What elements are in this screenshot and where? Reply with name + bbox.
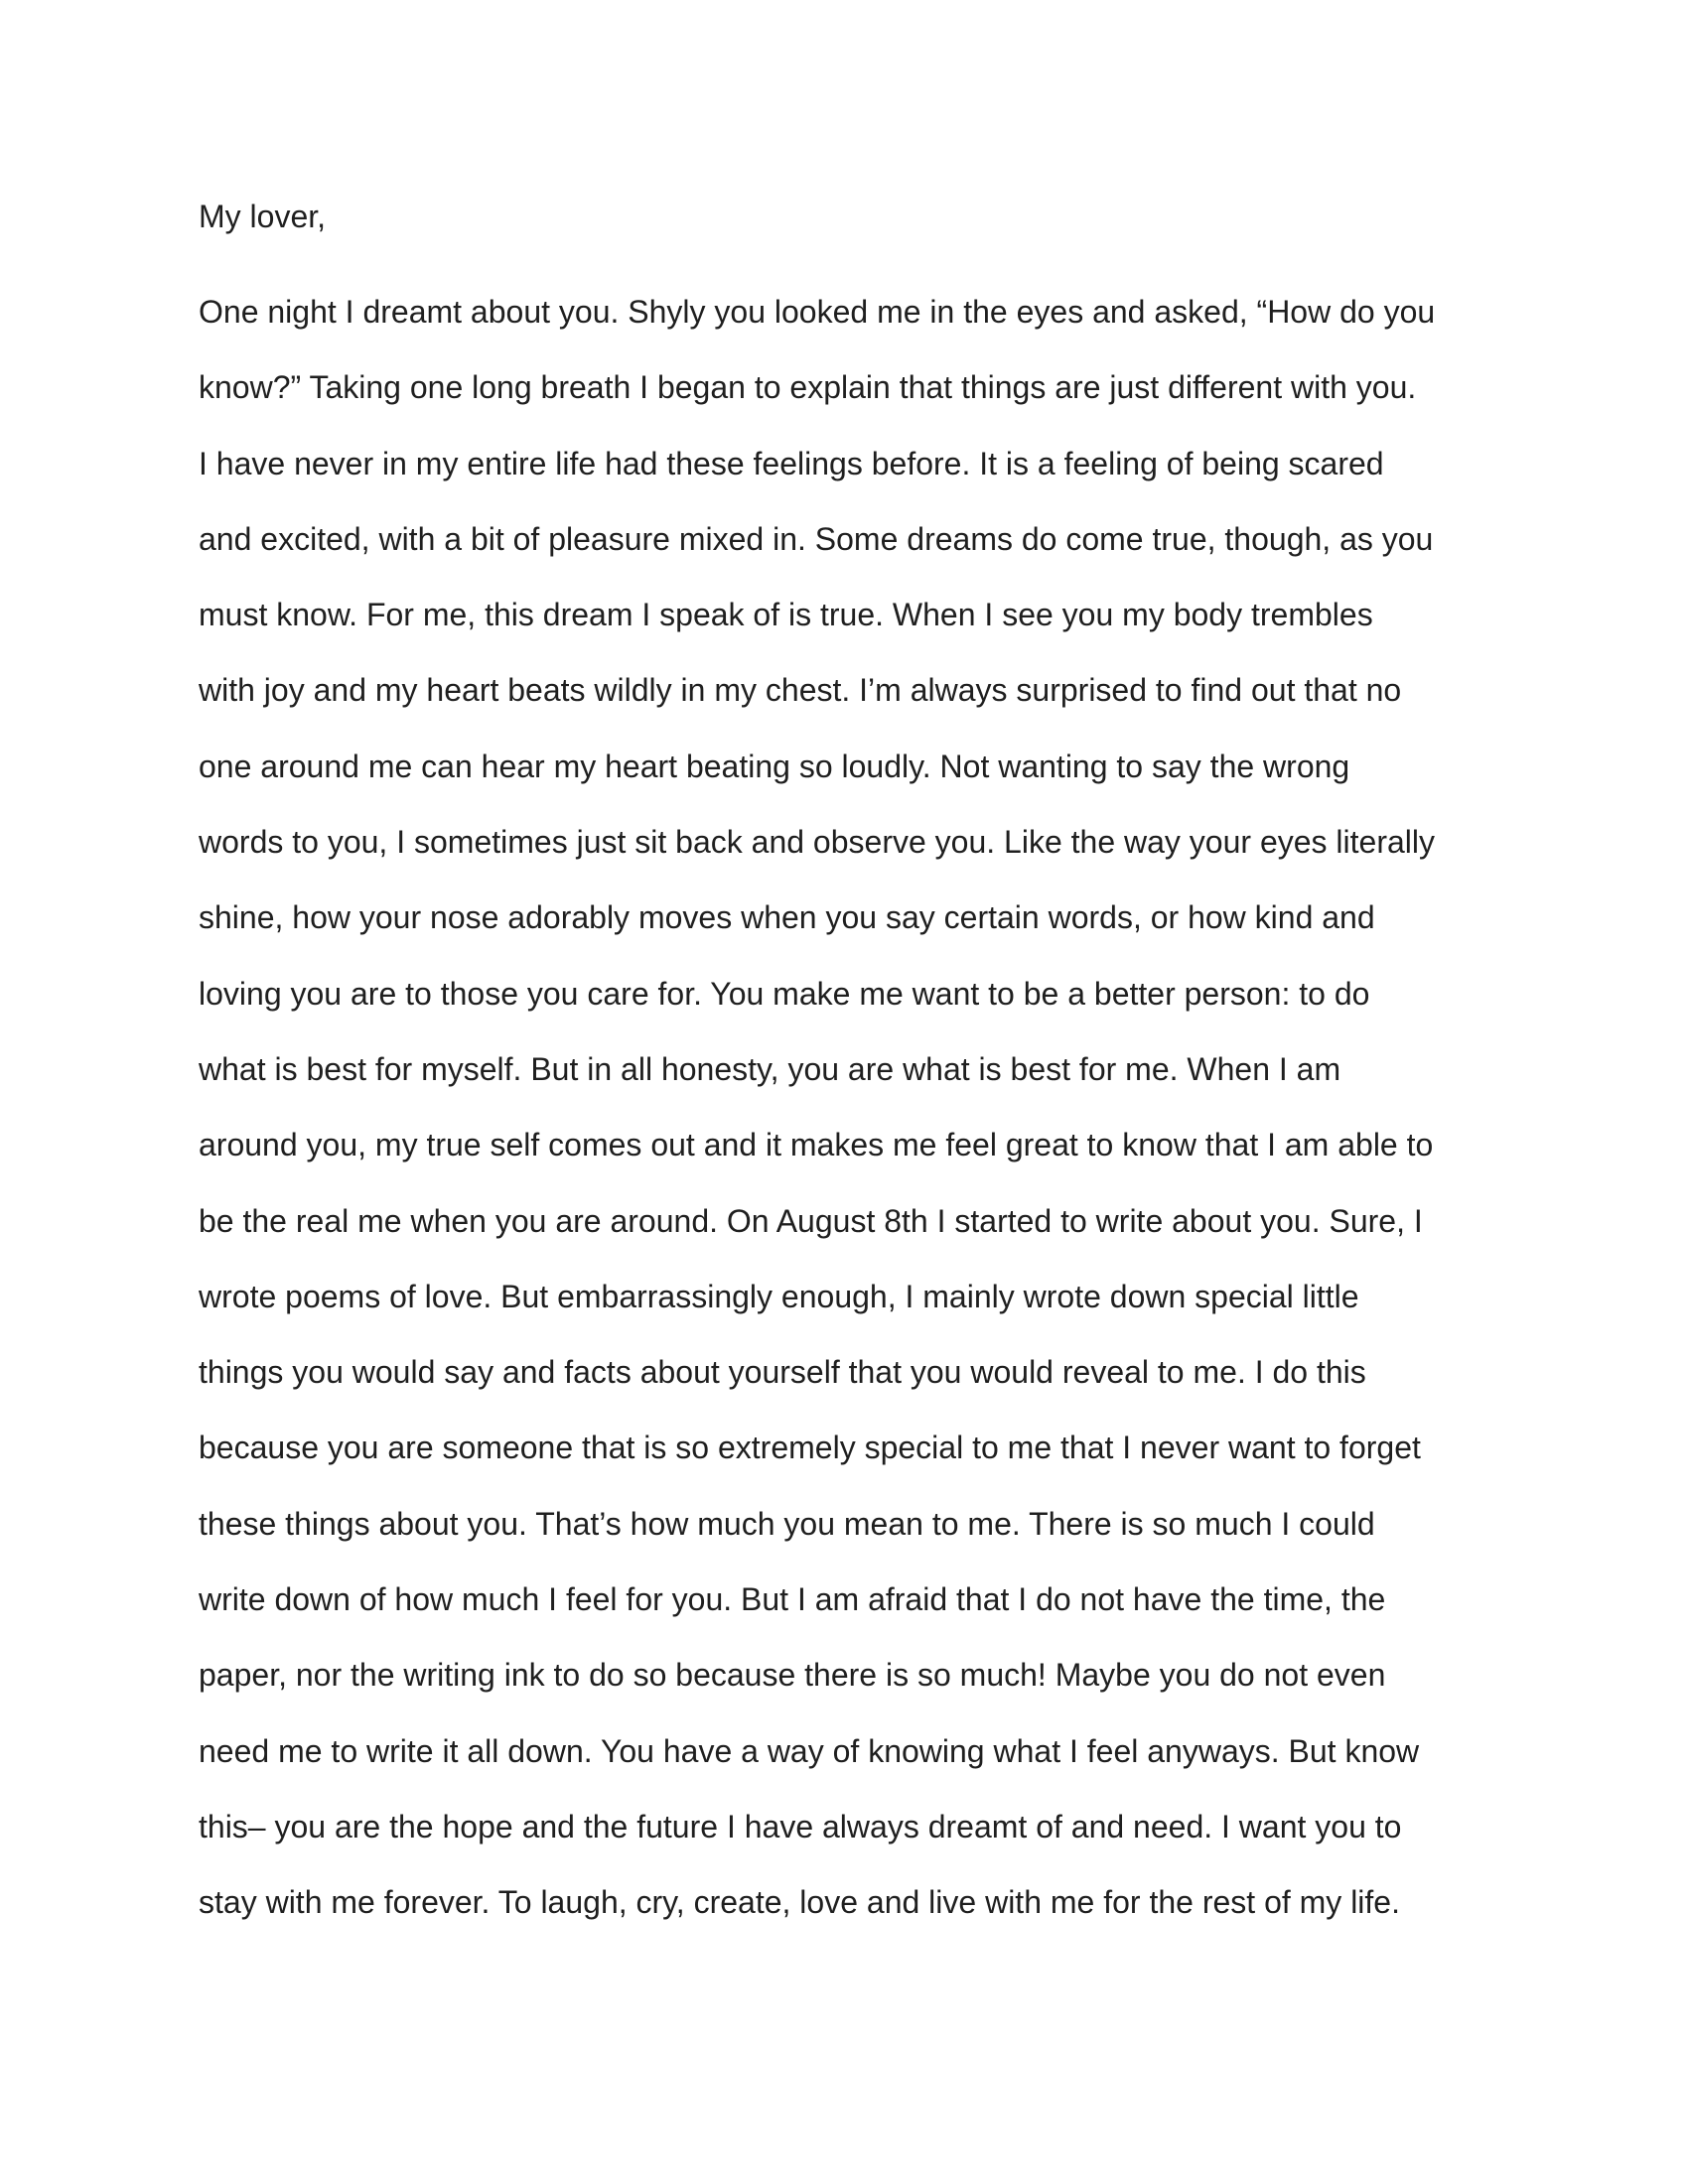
text-line: shine, how your nose adorably moves when you say certain words, or how kind and [199, 899, 1375, 936]
text-line: one around me can hear my heart beating so loudly. Not wanting to say the wrong [199, 748, 1350, 784]
text-line: know?” Taking one long breath I began to explain that things are just different with you. [199, 369, 1417, 406]
text-line: be the real me when you are around. On August 8th I started to write about you. Sure, I [199, 1202, 1423, 1239]
text-line: wrote poems of love. But embarrassingly enough, I mainly wrote down special little [199, 1278, 1359, 1314]
text-line: loving you are to those you care for. You make me want to be a better person: to do [199, 975, 1370, 1012]
text-line: need me to write it all down. You have a way of knowing what I feel anyways. But know [199, 1732, 1420, 1769]
text-line: words to you, I sometimes just sit back and observe you. Like the way your eyes literally [199, 824, 1435, 861]
text-line: and excited, with a bit of pleasure mixed in. Some dreams do come true, though, as you [199, 520, 1434, 557]
text-line: One night I dreamt about you. Shyly you looked me in the eyes and asked, “How do you [199, 294, 1436, 330]
text-line: because you are someone that is so extremely special to me that I never want to forget [199, 1430, 1421, 1466]
text-line: around you, my true self comes out and it makes me feel great to know that I am able to [199, 1127, 1434, 1163]
text-line: stay with me forever. To laugh, cry, create, love and live with me for the rest of my life. [199, 1884, 1400, 1921]
salutation: My lover, [199, 199, 327, 234]
text-line: write down of how much I feel for you. But I am afraid that I do not have the time, the [199, 1581, 1386, 1618]
text-line: this– you are the hope and the future I have always dreamt of and need. I want you to [199, 1808, 1402, 1844]
text-line: must know. For me, this dream I speak of is true. When I see you my body trembles [199, 597, 1373, 633]
text-line: I have never in my entire life had these feelings before. It is a feeling of being scared [199, 445, 1384, 481]
letter-body [199, 290, 1509, 1957]
text-line: these things about you. That’s how much you mean to me. There is so much I could [199, 1505, 1375, 1542]
text-line: what is best for myself. But in all honesty, you are what is best for me. When I am [199, 1050, 1341, 1087]
text-line: things you would say and facts about yourself that you would reveal to me. I do this [199, 1354, 1366, 1391]
text-line: with joy and my heart beats wildly in my chest. I’m always surprised to find out that no [199, 672, 1402, 709]
text-line: paper, nor the writing ink to do so because there is so much! Maybe you do not even [199, 1657, 1386, 1694]
